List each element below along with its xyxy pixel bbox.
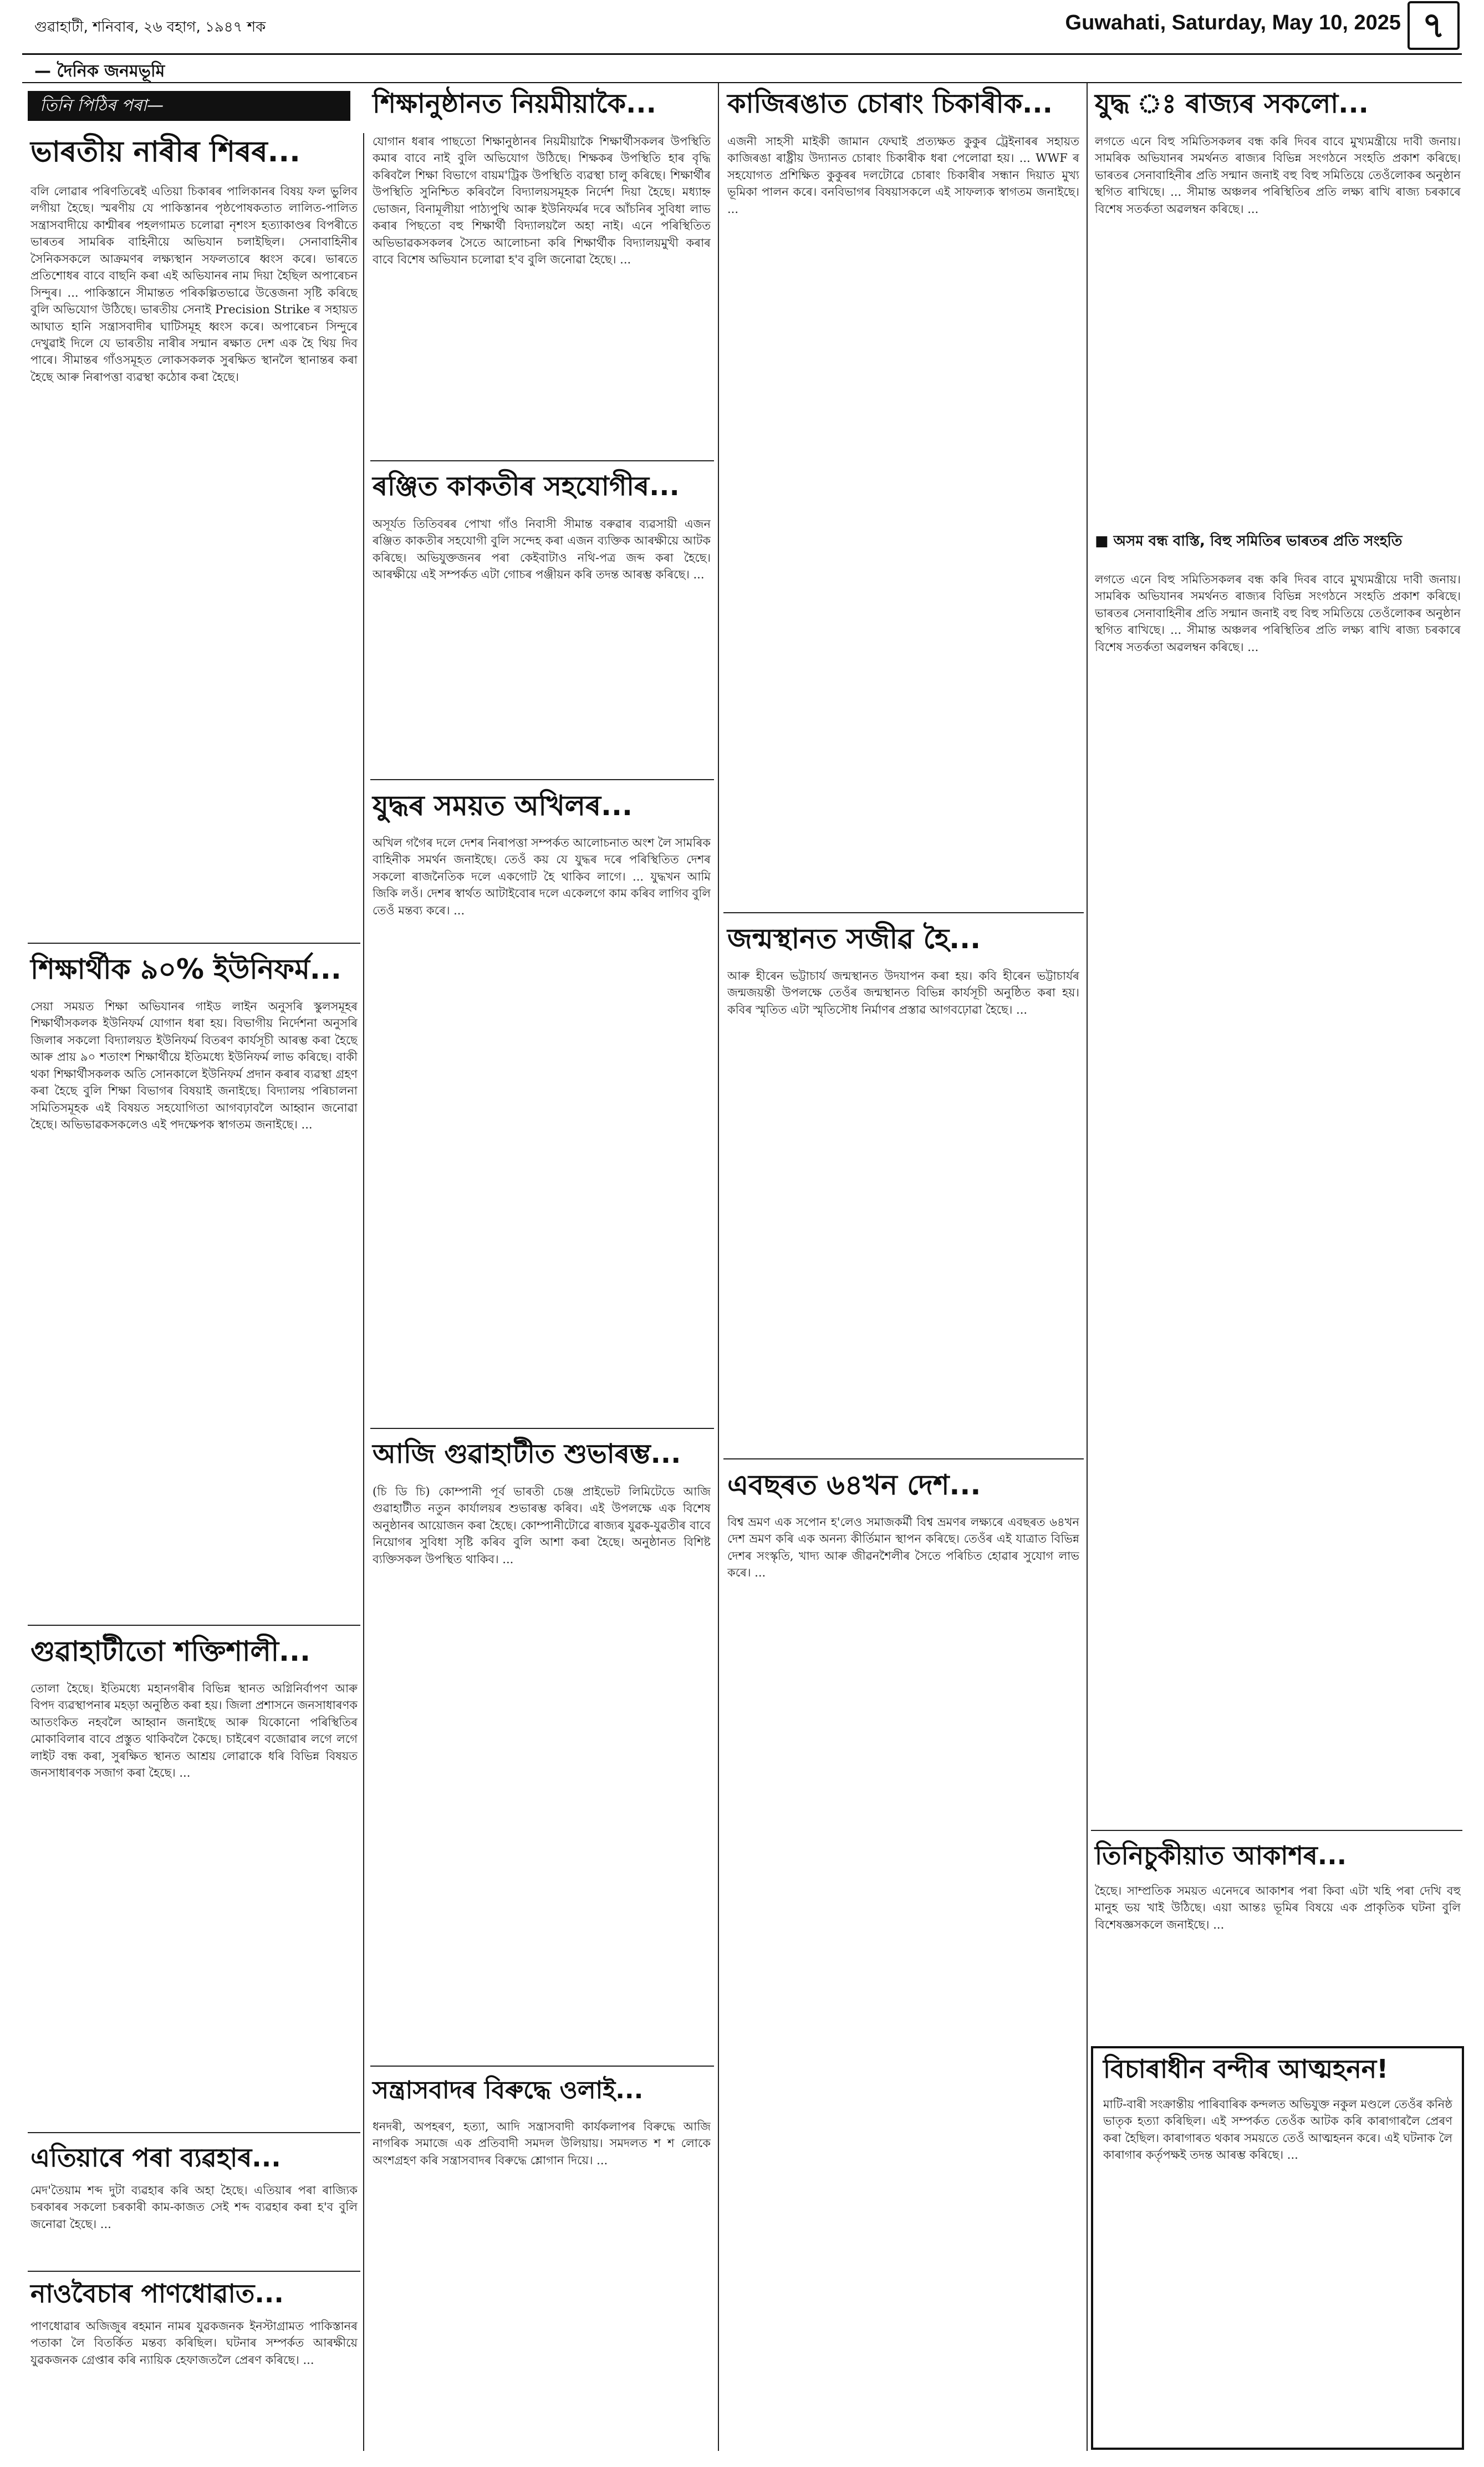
article-body: এজনী সাহসী মাইকী জামান ফেঘাই প্ৰত্যক্ষত কুকুৰ ট্ৰেইনাৰৰ সহায়ত কাজিৰঙা ৰাষ্ট্ৰীয় উদ্যানত চোৰাং চিকাৰীক ধৰা পেলোৱা হয়। ... WWF ৰ সহযোগত প্ৰশিক্ষিত কুকুৰৰ দলটোৱে চোৰাং চিকাৰীৰ সন্ধান দিয়াত মুখ্য ভূমিকা পালন কৰে। বনবিভাগৰ বিষয়াসকলে এই সাফল্যক স্বাগতম জনাইছে। ...	[727, 135, 1079, 216]
article-title: বিচাৰাধীন বন্দীৰ আত্মহনন!	[1103, 2054, 1389, 2084]
top-rule-2	[22, 82, 1462, 83]
article-body: যোগান ধৰাৰ পাছতো শিক্ষানুষ্ঠানৰ নিয়মীয়াকৈ শিক্ষাৰ্থীসকলৰ উপস্থিতি কমাৰ বাবে নাই বুলি অভিযোগ উঠিছে। শিক্ষকৰ উপস্থিতি হাৰ বৃদ্ধি কৰিবলৈ শিক্ষা বিভাগে বায়ম'ট্ৰিক উপস্থিতি ব্যৱস্থা চালু কৰিছে। শিক্ষাৰ্থীৰ উপস্থিতি সুনিশ্চিত কৰিবলৈ বিদ্যালয়সমূহক নিৰ্দেশ দিয়া হৈছে। মধ্যাহ্ন ভোজন, বিনামূলীয়া পাঠ্যপুথি আৰু ইউনিফৰ্মৰ দৰে আঁচনিৰ সুবিধা লাভ কৰাৰ পিছতো বহু শিক্ষাৰ্থী বিদ্যালয়লৈ অহা নাই। এনে পৰিস্থিতিত অভিভাৱকসকলৰ সৈতে আলোচনা কৰি শিক্ষাৰ্থীক বিদ্যালয়মুখী কৰাৰ বাবে বিশেষ অভিযান চলোৱা হ'ব বুলি জনোৱা হৈছে। ...	[373, 135, 711, 267]
divider	[723, 1458, 1084, 1459]
article-title: এবছৰত ৬৪খন দেশ...	[727, 1469, 981, 1501]
divider	[28, 943, 360, 944]
divider	[1091, 1830, 1462, 1831]
article-title: যুদ্ধ ঃ ৰাজ্যৰ সকলো...	[1095, 88, 1369, 119]
article-title: নাওবৈচাৰ পাণধোৱাত...	[30, 2278, 284, 2308]
article-body: অসূৰ্যত তিতিবৰৰ পোখা গাঁও নিবাসী সীমান্ত বৰুৱাৰ ব্যৱসায়ী এজন ৰঞ্জিত কাকতীৰ সহযোগী বুলি সন্দেহ কৰা এজন ব্যক্তিক আৰক্ষীয়ে আটক কৰিছে। অভিযুক্তজনৰ পৰা কেইবাটাও নথি-পত্ৰ জব্দ কৰা হৈছে। আৰক্ষীয়ে এই সম্পৰ্কত এটা গোচৰ পঞ্জীয়ন কৰি তদন্ত আৰম্ভ কৰিছে। ...	[373, 517, 711, 582]
divider	[370, 2066, 714, 2067]
masthead: — দৈনিক জনমভূমি	[34, 62, 165, 81]
article-title: যুদ্ধৰ সময়ত অখিলৰ...	[373, 790, 633, 822]
divider	[28, 2132, 360, 2133]
article-body: বিশ্ব ভ্ৰমণ এক সপোন হ'লেও সমাজকৰ্মী বিশ্ব ভ্ৰমণৰ লক্ষ্যৰে এবছৰত ৬৪খন দেশ ভ্ৰমণ কৰি এক অনন্য কীৰ্তিমান স্থাপন কৰিছে। তেওঁৰ এই যাত্ৰাত বিভিন্ন দেশৰ সংস্কৃতি, খাদ্য আৰু জীৱনশৈলীৰ সৈতে পৰিচিত হোৱাৰ সুযোগ লাভ কৰে। ...	[727, 1515, 1079, 1580]
article-title: শিক্ষাৰ্থীক ৯০% ইউনিফৰ্ম...	[30, 953, 341, 985]
article-body: (চি ডি চি) কোম্পানী পূৰ্ব ভাৰতী চেঞ্জ প্ৰাইভেট লিমিটেডে আজি গুৱাহাটীত নতুন কাৰ্যালয়ৰ শুভাৰম্ভ কৰিব। এই উপলক্ষে এক বিশেষ অনুষ্ঠানৰ আয়োজন কৰা হৈছে। কোম্পানীটোৱে ৰাজ্যৰ যুৱক-যুৱতীৰ বাবে নিয়োগৰ সুবিধা সৃষ্টি কৰিব বুলি আশা কৰা হৈছে। অনুষ্ঠানত বিশিষ্ট ব্যক্তিসকল উপস্থিত থাকিব। ...	[373, 1485, 711, 1566]
divider	[370, 1428, 714, 1429]
article-body: মাটি-বাৰী সংক্ৰান্তীয় পাৰিবাৰিক কন্দলত অভিযুক্ত নকুল মণ্ডলে তেওঁৰ কনিষ্ঠ ভাতৃক হত্যা কৰিছিল। এই সম্পৰ্কত তেওঁক আটক কৰি কাৰাগাৰলৈ প্ৰেৰণ কৰা হৈছিল। কাৰাগাৰত থকাৰ সময়তে তেওঁ আত্মহনন কৰে। এই ঘটনাক লৈ কাৰাগাৰ কৰ্তৃপক্ষই তদন্ত আৰম্ভ কৰিছে। ...	[1103, 2098, 1452, 2162]
article-body: পাণধোৱাৰ অজিজুৰ ৰহমান নামৰ যুৱকজনক ইনস্টাগ্ৰামত পাকিস্তানৰ পতাকা লৈ বিতৰ্কিত মন্তব্য কৰিছিল। ঘটনাৰ সম্পৰ্কত আৰক্ষীয়ে যুৱকজনক গ্ৰেপ্তাৰ কৰি ন্যায়িক হেফাজতলৈ প্ৰেৰণ কৰিছে। ...	[30, 2320, 358, 2367]
article-body: ধনদৰী, অপহৰণ, হত্যা, আদি সন্ত্ৰাসবাদী কাৰ্যকলাপৰ বিৰুদ্ধে আজি নাগৰিক সমাজে এক প্ৰতিবাদী সমদল উলিয়ায়। সমদলত শ শ লোকে অংশগ্ৰহণ কৰি সন্ত্ৰাসবাদৰ বিৰুদ্ধে শ্লোগান দিয়ে। ...	[373, 2120, 711, 2167]
article-title: কাজিৰঙাত চোৰাং চিকাৰীক...	[727, 88, 1053, 119]
article-body: হৈছে। সাম্প্ৰতিক সময়ত এনেদৰে আকাশৰ পৰা কিবা এটা খহি পৰা দেখি বহু মানুহ ভয় খাই উঠিছে। এয়া আন্তঃ ভূমিৰ বিষয়ে এক প্ৰাকৃতিক ঘটনা বুলি বিশেষজ্ঞসকলে জনাইছে। ...	[1095, 1884, 1461, 1931]
article-title: এতিয়াৰে পৰা ব্যৱহাৰ...	[30, 2143, 281, 2173]
article-title: গুৱাহাটীতো শক্তিশালী...	[30, 1635, 311, 1667]
divider	[370, 779, 714, 780]
article-body: মেদ'তৈয়াম শব্দ দুটা ব্যৱহাৰ কৰি অহা হৈছে। এতিয়াৰ পৰা ৰাজ্যিক চৰকাৰৰ সকলো চৰকাৰী কাম-কাজত সেই শব্দ ব্যৱহাৰ কৰা হ'ব বুলি জনোৱা হৈছে। ...	[30, 2184, 358, 2231]
divider	[370, 460, 714, 461]
article-body: আৰু হীৰেন ভট্টাচাৰ্য জন্মস্থানত উদযাপন কৰা হয়। কবি হীৰেন ভট্টাচাৰ্যৰ জন্মজয়ন্তী উপলক্ষে তেওঁৰ জন্মস্থানত বিভিন্ন কাৰ্যসূচী অনুষ্ঠিত কৰা হয়। কবিৰ স্মৃতিত এটা স্মৃতিসৌধ নিৰ্মাণৰ প্ৰস্তাৱ আগবঢ়োৱা হৈছে। ...	[727, 969, 1079, 1016]
article-body: সেয়া সময়ত শিক্ষা অভিযানৰ গাইড লাইন অনুসৰি স্কুলসমূহৰ শিক্ষাৰ্থীসকলক ইউনিফৰ্ম যোগান ধৰা হয়। বিভাগীয় নিৰ্দেশনা অনুসৰি জিলাৰ সকলো বিদ্যালয়ত ইউনিফৰ্ম বিতৰণ কাৰ্যসূচী আৰম্ভ কৰা হৈছে আৰু প্ৰায় ৯০ শতাংশ শিক্ষাৰ্থীয়ে ইতিমধ্যে ইউনিফৰ্ম লাভ কৰিছে। বাকী থকা শিক্ষাৰ্থীসকলক অতি সোনকালে ইউনিফৰ্ম প্ৰদান কৰাৰ ব্যৱস্থা গ্ৰহণ কৰা হৈছে বুলি শিক্ষা বিভাগৰ বিষয়াই জনাইছে। বিদ্যালয় পৰিচালনা সমিতিসমূহক এই বিষয়ত সহযোগিতা আগবঢ়াবলৈ আহ্বান জনোৱা হৈছে। অভিভাৱকসকলেও এই পদক্ষেপক স্বাগতম জনাইছে। ...	[30, 1000, 358, 1132]
article-body: অখিল গগৈৰ দলে দেশৰ নিৰাপত্তা সম্পৰ্কত আলোচনাত অংশ লৈ সামৰিক বাহিনীক সমৰ্থন জনাইছে। তেওঁ কয় যে যুদ্ধৰ দৰে পৰিস্থিতিত দেশৰ সকলো ৰাজনৈতিক দলে একগোট হৈ থাকিব লাগে। ... যুদ্ধখন আমি জিকি লওঁ। দেশৰ স্বাৰ্থত আটাইবোৰ দলে একেলগে কাম কৰিব লাগিব বুলি তেওঁ মন্তব্য কৰে। ...	[373, 836, 711, 917]
article-title: তিনিচুকীয়াত আকাশৰ...	[1095, 1840, 1347, 1870]
column-rule	[1087, 83, 1088, 2451]
article-body-continued: লগতে এনে বিহু সমিতিসকলৰ বন্ধ কৰি দিবৰ বাবে মুখ্যমন্ত্ৰীয়ে দাবী জনায়। সামৰিক অভিযানৰ সমৰ্থনত ৰাজ্যৰ বিভিন্ন সংগঠনে সংহতি প্ৰকাশ কৰিছে। ভাৰতৰ সেনাবাহিনীৰ প্ৰতি সন্মান জনাই বহু বিহু সমিতিয়ে তেওঁলোকৰ অনুষ্ঠান স্থগিত ৰাখিছে। ... সীমান্ত অঞ্চলৰ পৰিস্থিতিৰ প্ৰতি লক্ষ্য ৰাখি ৰাজ্য চৰকাৰে বিশেষ সতৰ্কতা অৱলম্বন কৰিছে। ...	[1095, 573, 1461, 654]
divider	[28, 1625, 360, 1626]
article-body: বলি লোৱাৰ পৰিণতিৰেই এতিয়া চিকাৰৰ পালিকানৰ বিষয় ফল ভুলিব লগীয়া হৈছে। স্মৰণীয় যে পাকিস্তানৰ পৃষ্ঠপোষকতাত লালিত-পালিত সন্ত্ৰাসবাদীয়ে কাশ্মীৰৰ পহলগামত চলোৱা নৃশংস হত্যাকাণ্ডৰ বিপৰীতে ভাৰতৰ সামৰিক বাহিনীয়ে অভিযান চলাইছিল। সেনাবাহিনীৰ সৈনিকসকলে আক্ৰমণৰ লক্ষ্যস্থান সফলতাৰে ধ্বংস কৰে। ভাৰতে প্ৰতিশোধৰ বাবে বাছনি কৰা এই অভিযানৰ নাম দিয়া হৈছিল অপাৰেচন সিন্দুৰ। ... পাকিস্তানে সীমান্তত পৰিকল্পিতভাৱে উত্তেজনা সৃষ্টি কৰিছে বুলি অভিযোগ উঠিছে। ভাৰতীয় সেনাই Precision Strike ৰ সহায়ত আঘাত হানি সন্ত্ৰাসবাদীৰ ঘাটিসমূহ ধ্বংস কৰে। অপাৰেচন সিন্দুৰে দেখুৱাই দিলে যে ভাৰতীয় নাৰীৰ সন্মান ৰক্ষাত দেশ এক হৈ থিয় দিব পাৰে। সীমান্তৰ গাঁওসমূহত লোকসকলক সুৰক্ষিত স্থানলৈ স্থানান্তৰ কৰা হৈছে আৰু নিৰাপত্তা ব্যৱস্থা কঠোৰ কৰা হৈছে।	[30, 185, 358, 384]
article-title: সন্ত্ৰাসবাদৰ বিৰুদ্ধে ওলাই...	[373, 2076, 644, 2104]
column-rule	[363, 133, 364, 2451]
section-banner: তিনি পিঠিৰ পৰা—	[28, 91, 350, 121]
article-title: শিক্ষানুষ্ঠানত নিয়মীয়াকৈ...	[373, 88, 656, 119]
article-title: ভাৰতীয় নাৰীৰ শিৰৰ...	[30, 135, 300, 169]
column-rule	[718, 83, 719, 2451]
article-title: ৰঞ্জিত কাকতীৰ সহযোগীৰ...	[373, 471, 680, 502]
page-number: ৭	[1407, 1, 1460, 50]
header-date-assamese: গুৱাহাটী, শনিবাৰ, ২৬ বহাগ, ১৯৪৭ শক	[34, 19, 266, 35]
article-title: আজি গুৱাহাটীত শুভাৰম্ভ...	[373, 1438, 681, 1469]
top-rule	[22, 53, 1462, 55]
header-date-english: Guwahati, Saturday, May 10, 2025	[1065, 11, 1401, 34]
article-subhead: ■ অসম বন্ধ বাস্তি, বিহু সমিতিৰ ভাৰতৰ প্ৰতি সংহতি	[1095, 533, 1403, 550]
article-title: জন্মস্থানত সজীৱ হৈ...	[727, 923, 981, 955]
divider	[28, 2271, 360, 2272]
article-body: লগতে এনে বিহু সমিতিসকলৰ বন্ধ কৰি দিবৰ বাবে মুখ্যমন্ত্ৰীয়ে দাবী জনায়। সামৰিক অভিযানৰ সমৰ্থনত ৰাজ্যৰ বিভিন্ন সংগঠনে সংহতি প্ৰকাশ কৰিছে। ভাৰতৰ সেনাবাহিনীৰ প্ৰতি সন্মান জনাই বহু বিহু সমিতিয়ে তেওঁলোকৰ অনুষ্ঠান স্থগিত ৰাখিছে। ... সীমান্ত অঞ্চলৰ পৰিস্থিতিৰ প্ৰতি লক্ষ্য ৰাখি ৰাজ্য চৰকাৰে বিশেষ সতৰ্কতা অৱলম্বন কৰিছে। ...	[1095, 135, 1461, 216]
divider	[723, 912, 1084, 913]
article-body: তোলা হৈছে। ইতিমধ্যে মহানগৰীৰ বিভিন্ন স্থানত অগ্নিনিৰ্বাপণ আৰু বিপদ ব্যৱস্থাপনাৰ মহড়া অনুষ্ঠিত কৰা হয়। জিলা প্ৰশাসনে জনসাধাৰণক আতংকিত নহবলৈ আহ্বান জনাইছে আৰু যিকোনো পৰিস্থিতিৰ মোকাবিলাৰ বাবে প্ৰস্তুত থাকিবলৈ কৈছে। চাইৰেণ বজোৱাৰ লগে লগে লাইট বন্ধ কৰা, সুৰক্ষিত স্থানত আশ্ৰয় লোৱাকে ধৰি বিভিন্ন বিষয়ত জনসাধাৰণক সজাগ কৰা হৈছে। ...	[30, 1682, 358, 1780]
